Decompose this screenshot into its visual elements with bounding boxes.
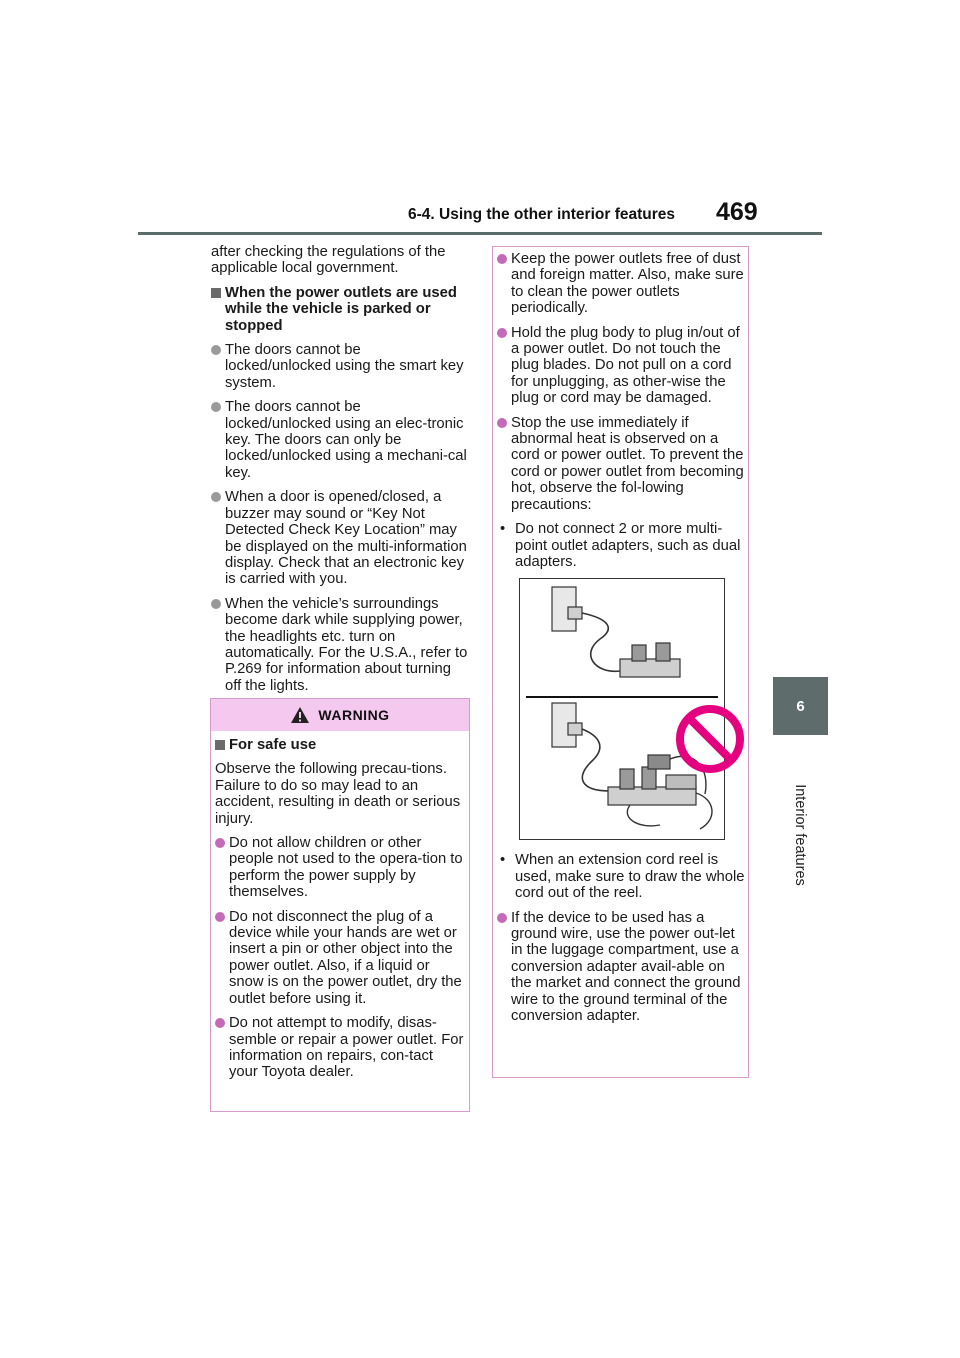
warning-heading: For safe use <box>215 737 465 753</box>
outlet-adapter-illustration <box>519 578 725 840</box>
left-column <box>211 244 469 702</box>
list-item: If the device to be used has a ground wire, use the power out-let in the luggage compartment, use a conversion adapter avail-able on the market and connect the ground wire to the ground terminal of the conversion adapter. <box>497 910 748 1025</box>
warning-intro: Observe the following precau-tions. Failure to do so may lead to an accident, resulting in death or serious injury. <box>215 761 461 827</box>
list-item: When the vehicle’s surroundings become dark while supplying power, the headlights etc. turn on automatically. For the U.S.A., refer to P.269 for information about turning off the lights. <box>211 596 469 694</box>
chapter-label: Interior features <box>792 784 808 886</box>
list-item: Stop the use immediately if abnormal heat is observed on a cord or power outlet. To prevent the cord or power outlet from becoming hot, observe the fol-lowing precautions: <box>497 415 748 513</box>
header-title: 6-4. Using the other interior features <box>408 206 675 223</box>
warning-header <box>211 699 469 731</box>
circle-bullet-icon <box>497 328 507 338</box>
right-box <box>492 246 749 1078</box>
list-item: The doors cannot be locked/unlocked using the smart key system. <box>211 342 469 391</box>
circle-bullet-icon <box>497 418 507 428</box>
dual-adapter-top <box>620 643 680 677</box>
dash-list-item: • Do not connect 2 or more multi-point outlet adapters, such as dual adapters. <box>500 521 741 570</box>
section-heading-text: When the power outlets are used while the vehicle is parked or stopped <box>225 284 457 334</box>
list-item: Do not disconnect the plug of a device while your hands are wet or insert a pin or other object into the power outlet. Also, if a liquid or snow is on the power outlet, dry the outlet before using it. <box>215 909 465 1007</box>
wall-outlet-top <box>552 587 582 631</box>
dash-list-item: • When an extension cord reel is used, make sure to draw the whole cord out of the reel. <box>500 852 745 902</box>
circle-bullet-icon <box>211 402 221 412</box>
warning-box <box>210 698 470 1112</box>
warning-body <box>211 731 469 1081</box>
warning-title: WARNING <box>318 707 390 723</box>
circle-bullet-icon <box>215 838 225 848</box>
circle-bullet-icon <box>211 492 221 502</box>
circle-bullet-icon <box>211 345 221 355</box>
intro-text: after checking the regulations of the applicable local government. <box>211 244 446 277</box>
circle-bullet-icon <box>211 599 221 609</box>
cord-bottom <box>582 729 610 791</box>
dash-bullet: • <box>500 852 506 869</box>
square-bullet-icon <box>211 288 221 298</box>
circle-bullet-icon <box>497 913 507 923</box>
list-item: Hold the plug body to plug in/out of a power outlet. Do not touch the plug blades. Do not pull on a cord for unplugging, as other-wise the plug or cord may be damaged. <box>497 325 748 407</box>
page-number: 469 <box>716 198 758 226</box>
circle-bullet-icon <box>215 1018 225 1028</box>
list-item: Keep the power outlets free of dust and foreign matter. Also, make sure to clean the power outlets periodically. <box>497 251 748 317</box>
prohibited-sign-icon <box>670 699 750 779</box>
list-item: Do not allow children or other people not used to the opera-tion to perform the power supply by themselves. <box>215 835 465 901</box>
square-bullet-icon <box>215 740 225 750</box>
list-item: Do not attempt to modify, disas-semble or repair a power outlet. For information on repairs, con-tact your Toyota dealer. <box>215 1015 465 1081</box>
cord-top <box>582 613 620 671</box>
chapter-tab[interactable]: 6 <box>773 677 828 735</box>
header-rule <box>138 232 822 235</box>
circle-bullet-icon <box>497 254 507 264</box>
warning-triangle-icon <box>290 706 310 724</box>
list-item: When a door is opened/closed, a buzzer may sound or “Key Not Detected Check Key Location” may be displayed on the multi-information display. Check that an electronic key is carried with you. <box>211 489 469 587</box>
circle-bullet-icon <box>215 912 225 922</box>
dash-bullet: • <box>500 521 506 538</box>
section-heading <box>211 285 469 334</box>
list-item: The doors cannot be locked/unlocked using an elec-tronic key. The doors can only be locked/unlocked using a mechani-cal key. <box>211 399 469 481</box>
wall-outlet-bottom <box>552 703 582 747</box>
